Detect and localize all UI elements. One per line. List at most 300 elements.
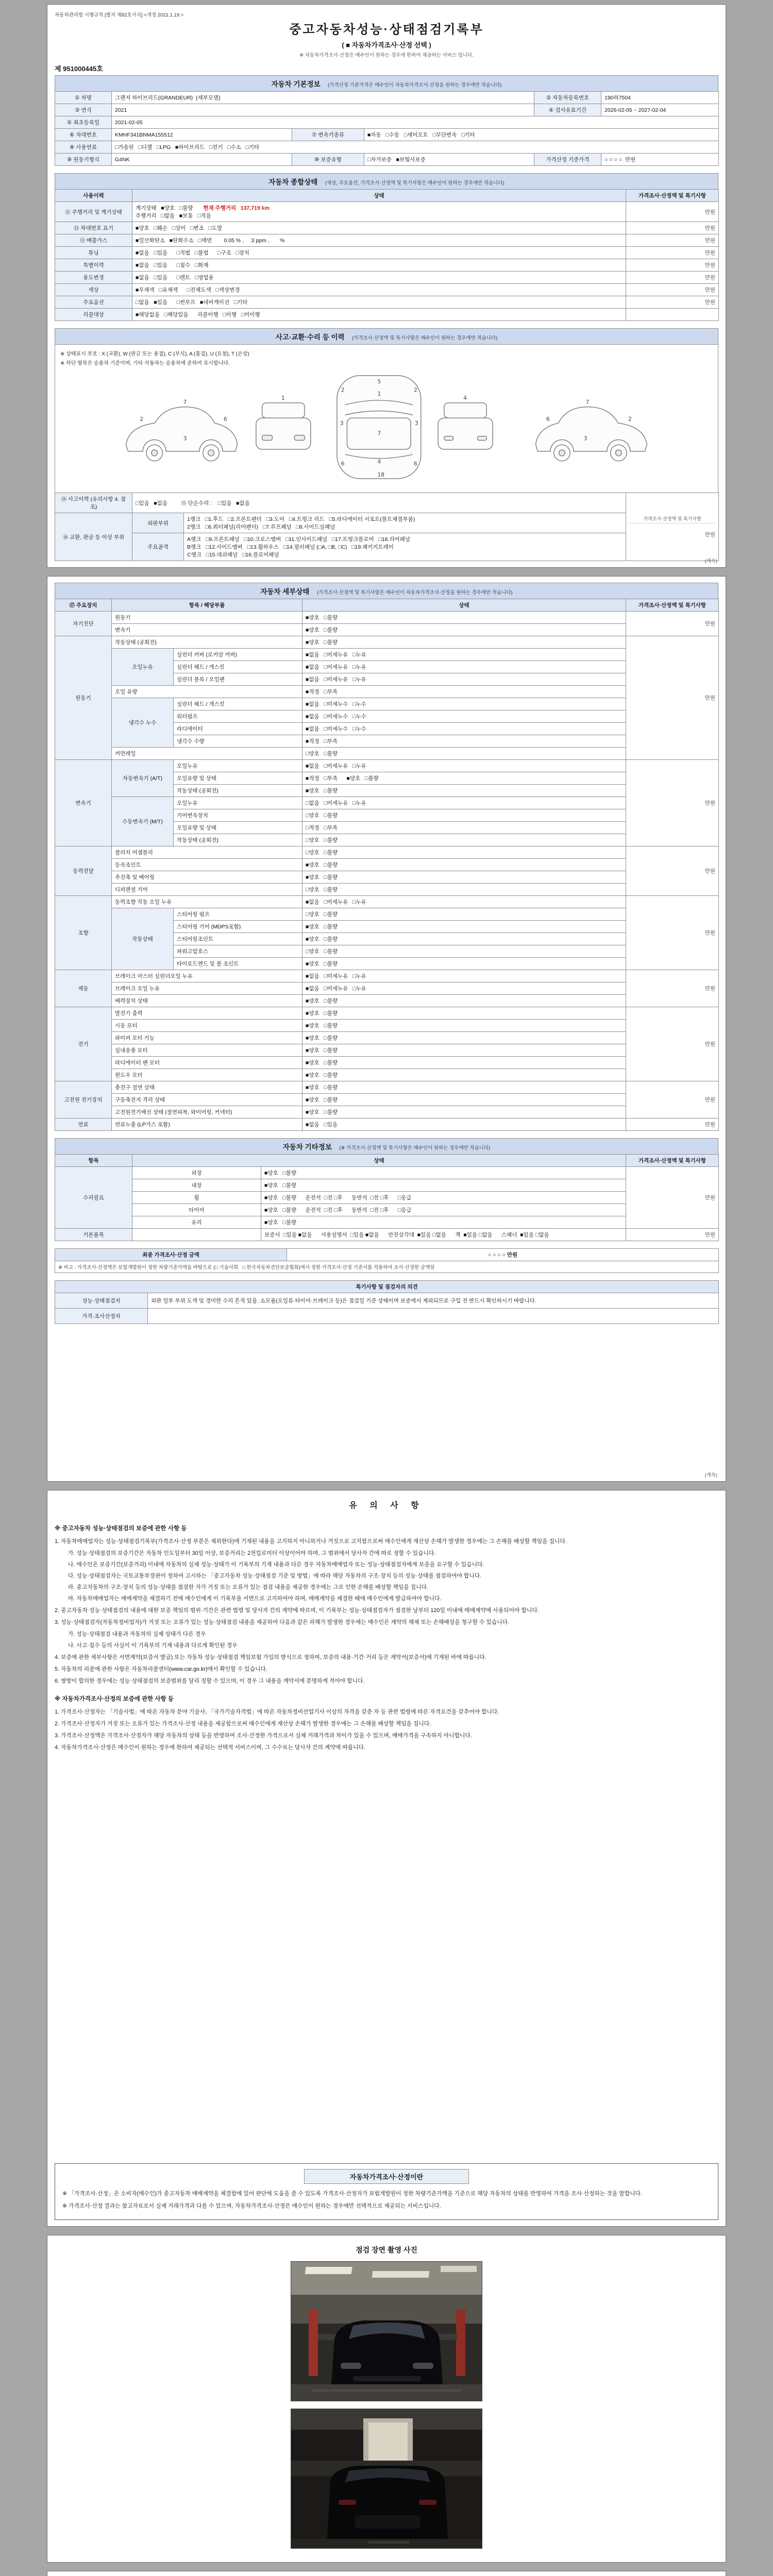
final-price-row — [55, 1249, 719, 1261]
remarks-row — [55, 1293, 719, 1309]
sub-group-label: 작동상태 — [112, 908, 174, 970]
item-label: 동력조향 작동 오일 누유 — [112, 896, 303, 908]
price-cell: 만원 — [626, 272, 719, 284]
current-mileage: 현재 주행거리 137,719 km — [203, 205, 270, 211]
sheet-signature — [47, 2571, 726, 2576]
detail-row — [55, 982, 719, 995]
document-number: 제 951000445호 — [55, 65, 103, 73]
detail-row — [55, 760, 719, 772]
section-note: (가격조사·산정액 및 특기사항은 매수인이 원하는 경우에만 적습니다) — [352, 335, 498, 341]
state-line: ■해당없음 □해당있음 리콜이행 □이행 □미이행 — [136, 312, 260, 318]
section-title: 사고·교환·수리 등 이력 — [275, 333, 345, 341]
detail-row — [55, 612, 719, 624]
rank-line: 1랭크 □1.후드 □2.프론트펜더 □3.도어 □4.트렁크 리드 □5.라디에이터 서포트(볼트체결부품) — [187, 516, 415, 522]
state-line: ■없음 □있음 □침수 □화재 — [136, 262, 209, 268]
item-label: 작동상태 (공회전) — [112, 636, 303, 649]
svg-text:7: 7 — [183, 398, 187, 405]
notice-item: 2. 중고자동차 성능·상태점검의 내용에 대한 보증 책임의 범위·기간은 관련 법령 및 당사자 간의 계약에 따르며, 이 기록부는 성능·상태점검자가 점검한 날부터 120일 이내에 매매계약에 사용되어야 합니다. — [55, 1607, 539, 1614]
state-cell: ■양호 □불량 — [303, 871, 626, 884]
detail-row — [55, 748, 719, 760]
sub-group-label: 오일누유 — [112, 649, 174, 686]
sub-group-label: 자동변속기 (A/T) — [112, 760, 174, 797]
notice-item: 나. 매수인은 보증기간(보증거리) 이내에 자동차의 실제 성능·상태가 이 기록부의 기재 내용과 다른 경우 자동차매매업자 또는 성능·상태점검자에게 보증을 요구할 수 있습니다. — [68, 1561, 484, 1568]
remarks-table — [55, 1280, 719, 1324]
frame-group-label: 주요골격 — [132, 533, 184, 561]
notice-heading-1: ※ 중고자동차 성능·상태점검의 보증에 관한 사항 등 — [55, 1526, 187, 1532]
field-value: 190허7504 — [601, 92, 719, 104]
damage-code-legend2: ※ 하단 항목은 승용차 기준이며, 기타 자동차는 승용차에 준하여 표시합니다. — [60, 361, 230, 366]
device-label: 연료 — [55, 1118, 112, 1131]
svg-text:4: 4 — [377, 458, 381, 465]
basic-info-row — [55, 154, 719, 166]
detail-row — [55, 686, 719, 698]
usage-label: ⑫ 차대번호 표기 — [55, 222, 132, 234]
price-survey-definition-box — [55, 2163, 718, 2220]
price-value: 만원 — [704, 532, 716, 538]
usage-label: 특별이력 — [55, 259, 132, 272]
basic-info-table — [55, 91, 719, 166]
state-cell: ■양호 □불량 — [303, 1020, 626, 1032]
field-value: 2026-02-05 ~ 2027-02-04 — [601, 104, 719, 116]
document-subtitle-note: ※ 자동차가격조사·산정은 매수인이 원하는 경우에 한하여 제공하는 서비스 입니다. — [299, 53, 474, 58]
sheet-notice — [47, 1490, 726, 2227]
overall-condition-table — [55, 189, 719, 321]
price-cell: 만원 — [626, 970, 719, 1007]
item-label: 냉각수 수량 — [174, 735, 303, 748]
remarks-row — [55, 1309, 719, 1324]
notice-list-1 — [55, 1535, 718, 1688]
state-cell — [132, 284, 626, 296]
item-label: 브레이크 마스터 실린더오일 누유 — [112, 970, 303, 982]
basic-info-row — [55, 104, 719, 116]
item-label: 등속조인트 — [112, 859, 303, 871]
svg-text:4: 4 — [463, 395, 467, 402]
state-cell — [132, 222, 626, 234]
column-header: 가격조사·산정액 및 특기사항 — [626, 1155, 719, 1167]
column-header: 상태 — [303, 599, 626, 612]
condition-row — [55, 284, 719, 296]
item-label: 실린더 커버 (로커암 커버) — [174, 649, 303, 661]
group-label: 기본품목 — [55, 1229, 132, 1241]
item-label: 연료누출 (LP가스 포함) — [112, 1118, 303, 1131]
price-survey-definition-title: 자동차가격조사·산정이란 — [304, 2169, 469, 2184]
state-cell — [132, 309, 626, 321]
field-label: ④ 검사유효기간 — [534, 104, 601, 116]
state-cell: ■양호 □불량 — [261, 1167, 626, 1179]
basic-info-row — [55, 92, 719, 104]
state-cell: □양호 □불량 — [303, 834, 626, 846]
svg-text:2: 2 — [140, 416, 144, 423]
state-cell: ■양호 □불량 운전석 □전 □후 동반석 □전 □후 □응급 — [261, 1204, 626, 1216]
frame-items — [184, 533, 626, 561]
usage-label: 용도변경 — [55, 272, 132, 284]
accident-history-label: ⑭ 사고이력 (유의사항 4. 참조) — [55, 493, 132, 513]
detail-row — [55, 1007, 719, 1020]
svg-text:6: 6 — [341, 460, 345, 467]
exterior-items — [184, 513, 626, 533]
svg-text:6: 6 — [224, 416, 227, 423]
item-label: 클러치 어셈블리 — [112, 846, 303, 859]
state-cell — [132, 296, 626, 309]
svg-text:18: 18 — [377, 471, 385, 479]
item-label: 워터펌프 — [174, 710, 303, 723]
svg-text:2: 2 — [628, 416, 632, 423]
item-label: 작동상태 (공회전) — [174, 785, 303, 797]
svg-text:1: 1 — [281, 395, 285, 402]
field-value: 2021 — [112, 104, 534, 116]
detail-row — [55, 846, 719, 859]
item-label: 라디에이터 — [174, 723, 303, 735]
state-cell: ■양호 □불량 — [303, 1044, 626, 1057]
device-label: 고전원 전기장치 — [55, 1081, 112, 1118]
accident-history-row — [55, 493, 719, 513]
condition-row — [55, 202, 719, 222]
detail-row — [55, 1118, 719, 1131]
continue-mark: (계속) — [704, 1472, 717, 1478]
field-label: ① 차명 — [55, 92, 112, 104]
item-label: 유리 — [132, 1216, 261, 1229]
notice-item: 5. 자동차의 리콜에 관한 사항은 자동차리콜센터(www.car.go.kr)에서 확인할 수 있습니다. — [55, 1666, 267, 1672]
item-label: 작동상태 (공회전) — [174, 834, 303, 846]
state-line: 주행거리 □많음 ■보통 □적음 — [136, 213, 211, 219]
inspection-photo-rear-garage — [291, 2409, 482, 2549]
state-cell — [132, 202, 626, 222]
state-cell: ■양호 □불량 — [303, 612, 626, 624]
detail-row — [55, 859, 719, 871]
item-label: 발전기 출력 — [112, 1007, 303, 1020]
column-header: 상태 — [132, 1155, 626, 1167]
state-cell: □양호 □불량 — [303, 908, 626, 921]
price-cell — [626, 493, 719, 561]
price-cell: 만원 — [626, 284, 719, 296]
condition-row — [55, 309, 719, 321]
item-label: 내장 — [132, 1179, 261, 1192]
notice-item: 마. 자동차매매업자는 매매계약을 체결하기 전에 매수인에게 이 기록부를 서면으로 고지하여야 하며, 매매계약을 체결한 때에 매수인에게 발급하여야 합니다. — [68, 1595, 442, 1602]
accident-history-table — [55, 493, 719, 561]
state-cell: ■없음 □있음 — [303, 1118, 626, 1131]
price-cell: 만원 — [626, 247, 719, 259]
field-label: 가격산정 기준가격 — [534, 154, 601, 166]
svg-text:3: 3 — [183, 435, 187, 442]
detail-row — [55, 908, 719, 921]
exterior-group-label: 외판부위 — [132, 513, 184, 533]
detail-row — [55, 884, 719, 896]
etc-row — [55, 1192, 719, 1204]
detail-row — [55, 1032, 719, 1044]
usage-label: 리콜대상 — [55, 309, 132, 321]
detail-condition-table — [55, 599, 719, 1131]
state-cell: ■없음 □미세누수 □누수 — [303, 698, 626, 710]
device-label: 전기 — [55, 1007, 112, 1081]
section-etc-header — [55, 1138, 718, 1154]
field-value: 그랜저 하이브리드(GRANDEUR) (세부모델) — [112, 92, 534, 104]
device-label: 변속기 — [55, 760, 112, 846]
svg-text:6: 6 — [546, 416, 550, 423]
field-value: ○ ○ ○ ○ 만원 — [601, 154, 719, 166]
item-label: 원동기 — [112, 612, 303, 624]
inspector-label: 성능·상태점검자 — [55, 1293, 148, 1309]
basic-info-row — [55, 116, 719, 129]
state-cell: ■양호 □불량 — [303, 933, 626, 945]
usage-label: ⑪ 주행거리 및 계기상태 — [55, 202, 132, 222]
notice-item: 2. 가격조사·산정자가 거짓 또는 오류가 있는 가격조사·산정 내용을 제공함으로써 매수인에게 재산상 손해가 발생한 경우에는 그 손해를 배상할 책임을 집니다. — [55, 1720, 431, 1727]
column-header: 항목 / 해당부품 — [112, 599, 303, 612]
price-cell: 만원 — [626, 1081, 719, 1118]
svg-text:3: 3 — [414, 420, 418, 427]
field-label: ⑥ 차대번호 — [55, 129, 112, 141]
price-cell: 만원 — [626, 234, 719, 247]
svg-text:7: 7 — [377, 430, 381, 437]
price-cell: 만원 — [626, 636, 719, 760]
state-cell — [132, 234, 626, 247]
notice-item: 1. 가격조사·산정자는 「기술사법」에 따른 자동차 분야 기술사, 「국가기술자격법」에 따른 자동차정비산업기사 이상의 자격을 갖춘 자 등 관련 법령에 따른 자격요건을 갖추어야 합니다. — [55, 1708, 499, 1715]
field-label: ② 자동차등록번호 — [534, 92, 601, 104]
column-header: 가격조사·산정액 및 특기사항 — [626, 599, 719, 612]
detail-row — [55, 1081, 719, 1094]
detail-row — [55, 1057, 719, 1069]
field-label: ③ 연식 — [55, 104, 112, 116]
item-label — [132, 1229, 261, 1241]
item-label: 윈도우 모터 — [112, 1069, 303, 1081]
etc-row — [55, 1167, 719, 1179]
notice-title: 유 의 사 항 — [349, 1501, 424, 1510]
condition-row — [55, 247, 719, 259]
etc-row — [55, 1204, 719, 1216]
svg-text:7: 7 — [585, 398, 590, 405]
notice-item: 가. 성능·상태점검의 보증기간은 자동차 인도일부터 30일 이상, 보증거리는 2천킬로미터 이상이어야 하며, 그 범위에서 당사자 간에 따로 정할 수 있습니다. — [68, 1550, 436, 1556]
item-label: 타이어 — [132, 1204, 261, 1216]
state-cell: ■없음 □미세누유 □누유 — [303, 982, 626, 995]
final-price-note: ※ 비고 : 가격조사·산정액은 보험개발원이 정한 차량기준가액을 바탕으로 (□ 기술사회 □ 한국자동차진단보증협회)에서 정한 가격조사·산정 기준서를 적용하여 조사·산정한 금액임 — [55, 1261, 719, 1273]
condition-row — [55, 272, 719, 284]
svg-text:6: 6 — [413, 460, 417, 467]
price-cell: 만원 — [626, 222, 719, 234]
device-label: 제동 — [55, 970, 112, 1007]
item-label: 구동축전지 격리 상태 — [112, 1094, 303, 1106]
notice-item: 1. 자동차매매업자는 성능·상태점검기록부(가격조사·산정 부분은 제외한다)에 기재된 내용을 고지하지 아니하거나 거짓으로 고지함으로써 매수인에게 재산상 손해가 발생한 경우에는 그 손해를 배상할 책임을 집니다. — [55, 1538, 567, 1545]
notice-heading-2: ※ 자동차가격조사·산정의 보증에 관한 사항 등 — [55, 1696, 174, 1702]
svg-text:3: 3 — [340, 420, 344, 427]
rank-line: B랭크 □12.사이드멤버 □13.휠하우스 □14.필러패널 (□A, □B, □C) □19.패키지트레이 — [187, 544, 394, 550]
notice-list-2 — [55, 1706, 718, 1755]
law-reference: 자동차관리법 시행규칙 [별지 제82호서식] <개정 2021.1.19.> — [55, 12, 184, 18]
state-line: ■없음 □있음 □렌트 □영업용 — [136, 275, 214, 281]
item-label: 실린더 블록 / 오일팬 — [174, 673, 303, 686]
state-cell: ■양호 □불량 — [303, 1032, 626, 1044]
sheet-photos — [47, 2235, 726, 2563]
section-title: 자동차 세부상태 — [260, 588, 310, 596]
field-label: ⑩ 보증유형 — [292, 154, 364, 166]
detail-row — [55, 970, 719, 982]
item-label: 외장 — [132, 1167, 261, 1179]
state-cell: ■양호 □불량 운전석 □전 □후 동반석 □전 □후 □응급 — [261, 1192, 626, 1204]
final-price-label: 최종 가격조사·산정 금액 — [55, 1249, 287, 1261]
state-line: □없음 ■있음 □썬루프 ■네비게이션 □기타 — [136, 299, 248, 306]
remarks-header-row — [55, 1281, 719, 1293]
etc-row — [55, 1216, 719, 1229]
condition-row — [55, 222, 719, 234]
section-basic-header — [55, 75, 718, 91]
field-label: ⑨ 원동기형식 — [55, 154, 112, 166]
price-cell: 만원 — [626, 1167, 719, 1229]
item-label: 타이로드엔드 및 볼 조인트 — [174, 958, 303, 970]
price-cell: 만원 — [626, 1229, 719, 1241]
price-cell: 만원 — [626, 259, 719, 272]
state-cell: ■양호 □불량 — [303, 624, 626, 636]
section-title: 자동차 종합상태 — [268, 178, 318, 186]
sub-group-label: 수동변속기 (M/T) — [112, 797, 174, 846]
price-cell: 만원 — [626, 760, 719, 846]
item-label: 변속기 — [112, 624, 303, 636]
car-diagram — [119, 369, 654, 485]
section-note: (가격조사·산정액 및 특기사항은 매수인이 자동차가격조사·산정을 원하는 경우에만 적습니다) — [316, 590, 513, 596]
column-header: 상태 — [132, 190, 626, 202]
state-cell: ■양호 □불량 — [303, 785, 626, 797]
state-line: ■일산화탄소 ■탄화수소 □매연 0.05 % , 3 ppm , % — [136, 238, 285, 244]
device-label: 동력전달 — [55, 846, 112, 896]
continue-mark: (계속) — [704, 558, 717, 564]
inspector-comment: 외판 일부 부위 도색 및 경미한 수리 흔적 있음. 소모품(오일류·타이어·브레이크 등)은 점검일 기준 상태이며 보증에서 제외되므로 구입 전 반드시 확인하시기 바랍니다. — [148, 1293, 719, 1309]
accident-history-state: □있음 ■없음 ⑮ 단순수리 : □있음 ■없음 — [132, 493, 626, 513]
state-cell: ■없음 □미세누유 □누유 — [303, 661, 626, 673]
state-cell: ■양호 □불량 — [303, 1007, 626, 1020]
state-cell: ■양호 □불량 — [303, 958, 626, 970]
state-cell: ■없음 □미세누수 □누수 — [303, 723, 626, 735]
rank-line: C랭크 □15.대쉬패널 □16.플로어패널 — [187, 552, 279, 558]
document-title: 중고자동차성능·상태점검기록부 — [289, 23, 484, 37]
detail-row — [55, 1044, 719, 1057]
price-cell: 만원 — [626, 202, 719, 222]
item-label: 오일유량 및 상태 — [174, 822, 303, 834]
document-subtitle: ( ■ 자동차가격조사·산정 선택 ) — [342, 41, 431, 49]
section-note: (가격산정 기준가격은 매수인이 자동차가격조사·산정을 원하는 경우에만 적습니다) — [328, 82, 502, 88]
condition-row — [55, 296, 719, 309]
svg-text:2: 2 — [341, 386, 345, 394]
state-cell: ■없음 □미세누유 □누유 — [303, 673, 626, 686]
notice-item: 가. 성능·상태점검 내용과 자동차의 실제 상태가 다른 경우 — [68, 1631, 206, 1637]
item-label: 실린더 헤드 / 개스킷 — [174, 661, 303, 673]
inspector-comment — [148, 1309, 719, 1324]
item-label: 고전원전기배선 상태 (절연피복, 와이어링, 커넥터) — [112, 1106, 303, 1118]
device-label: 조향 — [55, 896, 112, 970]
final-price-value: ○ ○ ○ ○ 만원 — [287, 1249, 719, 1261]
notice-item: 3. 성능·상태점검자(자동차정비업자)가 거짓 또는 오류가 있는 성능·상태점검 내용을 제공하여 다음과 같은 피해가 발생한 경우에는 매수인은 계약의 해제 또는 손해배상을 청구할 수 있습니다. — [55, 1619, 510, 1625]
item-label: 디퍼렌셜 기어 — [112, 884, 303, 896]
basic-info-row — [55, 141, 719, 154]
detail-row — [55, 797, 719, 809]
section-accident-header — [55, 328, 718, 344]
price-cell: 만원 — [626, 296, 719, 309]
price-survey-definition-p2: ※ 가격조사·산정 결과는 참고자료로서 실제 거래가격과 다를 수 있으며, 자동차가격조사·산정은 매수인이 원하는 경우에만 선택적으로 제공되는 서비스입니다. — [62, 2202, 441, 2209]
column-header: 가격조사·산정액 및 특기사항 — [626, 190, 719, 202]
field-label: ⑦ 변속기종류 — [292, 129, 364, 141]
item-label: 충전구 절연 상태 — [112, 1081, 303, 1094]
price-cell: 만원 — [626, 612, 719, 636]
state-cell: ■양호 □불량 — [303, 921, 626, 933]
field-label: ⑧ 사용연료 — [55, 141, 112, 154]
remarks-header: 특기사항 및 점검자의 의견 — [55, 1281, 719, 1293]
inspection-photo-front-lift — [291, 2261, 482, 2401]
state-cell: □양호 □불량 — [303, 884, 626, 896]
price-cell: 만원 — [626, 896, 719, 970]
state-cell: ■양호 □불량 — [303, 1057, 626, 1069]
state-line: ■없음 □있음 □적법 □불법 □구조 □장치 — [136, 250, 250, 256]
state-cell: ■양호 □불량 — [303, 995, 626, 1007]
item-label: 추진축 및 베어링 — [112, 871, 303, 884]
detail-row — [55, 636, 719, 649]
state-cell: 보증서 □있음 ■없음 사용설명서 □있음 ■없음 안전삼각대 ■있음 □없음 잭 ■있음 □없음 스패너 ■있음 □없음 — [261, 1229, 626, 1241]
detail-row — [55, 896, 719, 908]
state-cell: ■적정 □부족 — [303, 686, 626, 698]
notice-item: 나. 사고·침수 등의 사실이 이 기록부의 기재 내용과 다르게 확인된 경우 — [68, 1642, 238, 1649]
item-label: 배력장치 상태 — [112, 995, 303, 1007]
basic-info-row — [55, 129, 719, 141]
detail-row — [55, 649, 719, 661]
state-cell: ■없음 □미세누유 □누유 — [303, 896, 626, 908]
field-value: 2021-02-05 — [112, 116, 719, 129]
item-label: 브레이크 오일 누유 — [112, 982, 303, 995]
exterior-panel-row — [55, 513, 719, 533]
item-label: 오일 유량 — [112, 686, 303, 698]
field-value: G4NK — [112, 154, 292, 166]
header-row — [55, 1155, 719, 1167]
notice-item: 다. 성능·상태점검자는 국토교통부장관이 정하여 고시하는 「중고자동차 성능·상태점검 기준 및 방법」에 따라 해당 자동차의 구조·장치 등의 성능·상태를 점검하여야 합니다. — [68, 1572, 482, 1579]
exchange-label: ⑯ 교환, 판금 등 이상 부위 — [55, 513, 132, 561]
group-label: 수리필요 — [55, 1167, 132, 1229]
section-title: 자동차 기본정보 — [271, 80, 321, 88]
damage-diagram-area — [55, 344, 718, 493]
rank-line: A랭크 □9.프론트패널 □10.크로스멤버 □11.인사이드패널 □17.트렁크플로어 □18.리어패널 — [187, 536, 410, 543]
usage-label: 튜닝 — [55, 247, 132, 259]
price-cell — [626, 309, 719, 321]
state-cell: ■없음 □미세누수 □누수 — [303, 710, 626, 723]
price-cell: 만원 — [626, 846, 719, 896]
state-cell: □양호 □불량 — [303, 748, 626, 760]
state-cell: □양호 □불량 — [303, 945, 626, 958]
photos-title: 점검 장면 촬영 사진 — [356, 2246, 417, 2254]
column-header: 항목 — [55, 1155, 132, 1167]
state-line: 계기상태 ■양호 □불량 현재 주행거리 137,719 km — [136, 205, 270, 211]
state-cell: ■없음 □미세누유 □누유 — [303, 970, 626, 982]
item-label: 실린더 헤드 / 개스킷 — [174, 698, 303, 710]
item-label: 스티어링 기어 (MDPS포함) — [174, 921, 303, 933]
etc-row — [55, 1229, 719, 1241]
detail-row — [55, 995, 719, 1007]
item-label: 오일누유 — [174, 760, 303, 772]
state-cell: ■적정 □부족 — [303, 735, 626, 748]
item-label: 오일누유 — [174, 797, 303, 809]
state-cell — [132, 272, 626, 284]
price-cell: 만원 — [626, 1007, 719, 1081]
state-cell: □없음 □미세누유 □누유 — [303, 797, 626, 809]
detail-row — [55, 1094, 719, 1106]
condition-row — [55, 234, 719, 247]
state-cell: □양호 □불량 — [303, 846, 626, 859]
field-value: KMHF341BNMA155512 — [112, 129, 292, 141]
notice-item: 6. 쌍방이 합의한 경우에는 성능·상태점검의 보증범위를 달리 정할 수 있으며, 이 경우 그 내용을 계약서에 분명하게 적어야 합니다. — [55, 1677, 365, 1684]
state-cell: ■적정 □부족 ■양호 □불량 — [303, 772, 626, 785]
usage-label: ⑬ 배출가스 — [55, 234, 132, 247]
item-label: 스티어링 펌프 — [174, 908, 303, 921]
device-label: 자기진단 — [55, 612, 112, 636]
price-column-header: 가격조사·산정액 및 특기사항 — [629, 515, 715, 523]
price-survey-definition-p1: ※ 「가격조사·산정」은 소비자(매수인)가 중고자동차 매매계약을 체결함에 있어 판단에 도움을 줄 수 있도록 가격조사·산정자가 보험개발원이 정한 차량기준가액을 기준으로 해당 자동차의 상태를 반영하여 가격을 조사·산정하는 것을 말합니다. — [62, 2191, 642, 2197]
detail-row — [55, 1020, 719, 1032]
notice-item: 4. 보증에 관한 세부사항은 서면계약(보증서 발급) 또는 자동차 성능·상태점검 책임보험 가입의 방식으로 정하며, 보증의 내용·기간·거리 등은 계약서(보증서)에 기재된 바에 따릅니다. — [55, 1654, 486, 1660]
section-note: (색상, 주요옵션, 가격조사·산정액 및 특기사항은 매수인이 원하는 경우에만 적습니다) — [325, 180, 505, 186]
state-cell: ■양호 □불량 — [261, 1179, 626, 1192]
state-cell: ■양호 □불량 — [303, 1094, 626, 1106]
